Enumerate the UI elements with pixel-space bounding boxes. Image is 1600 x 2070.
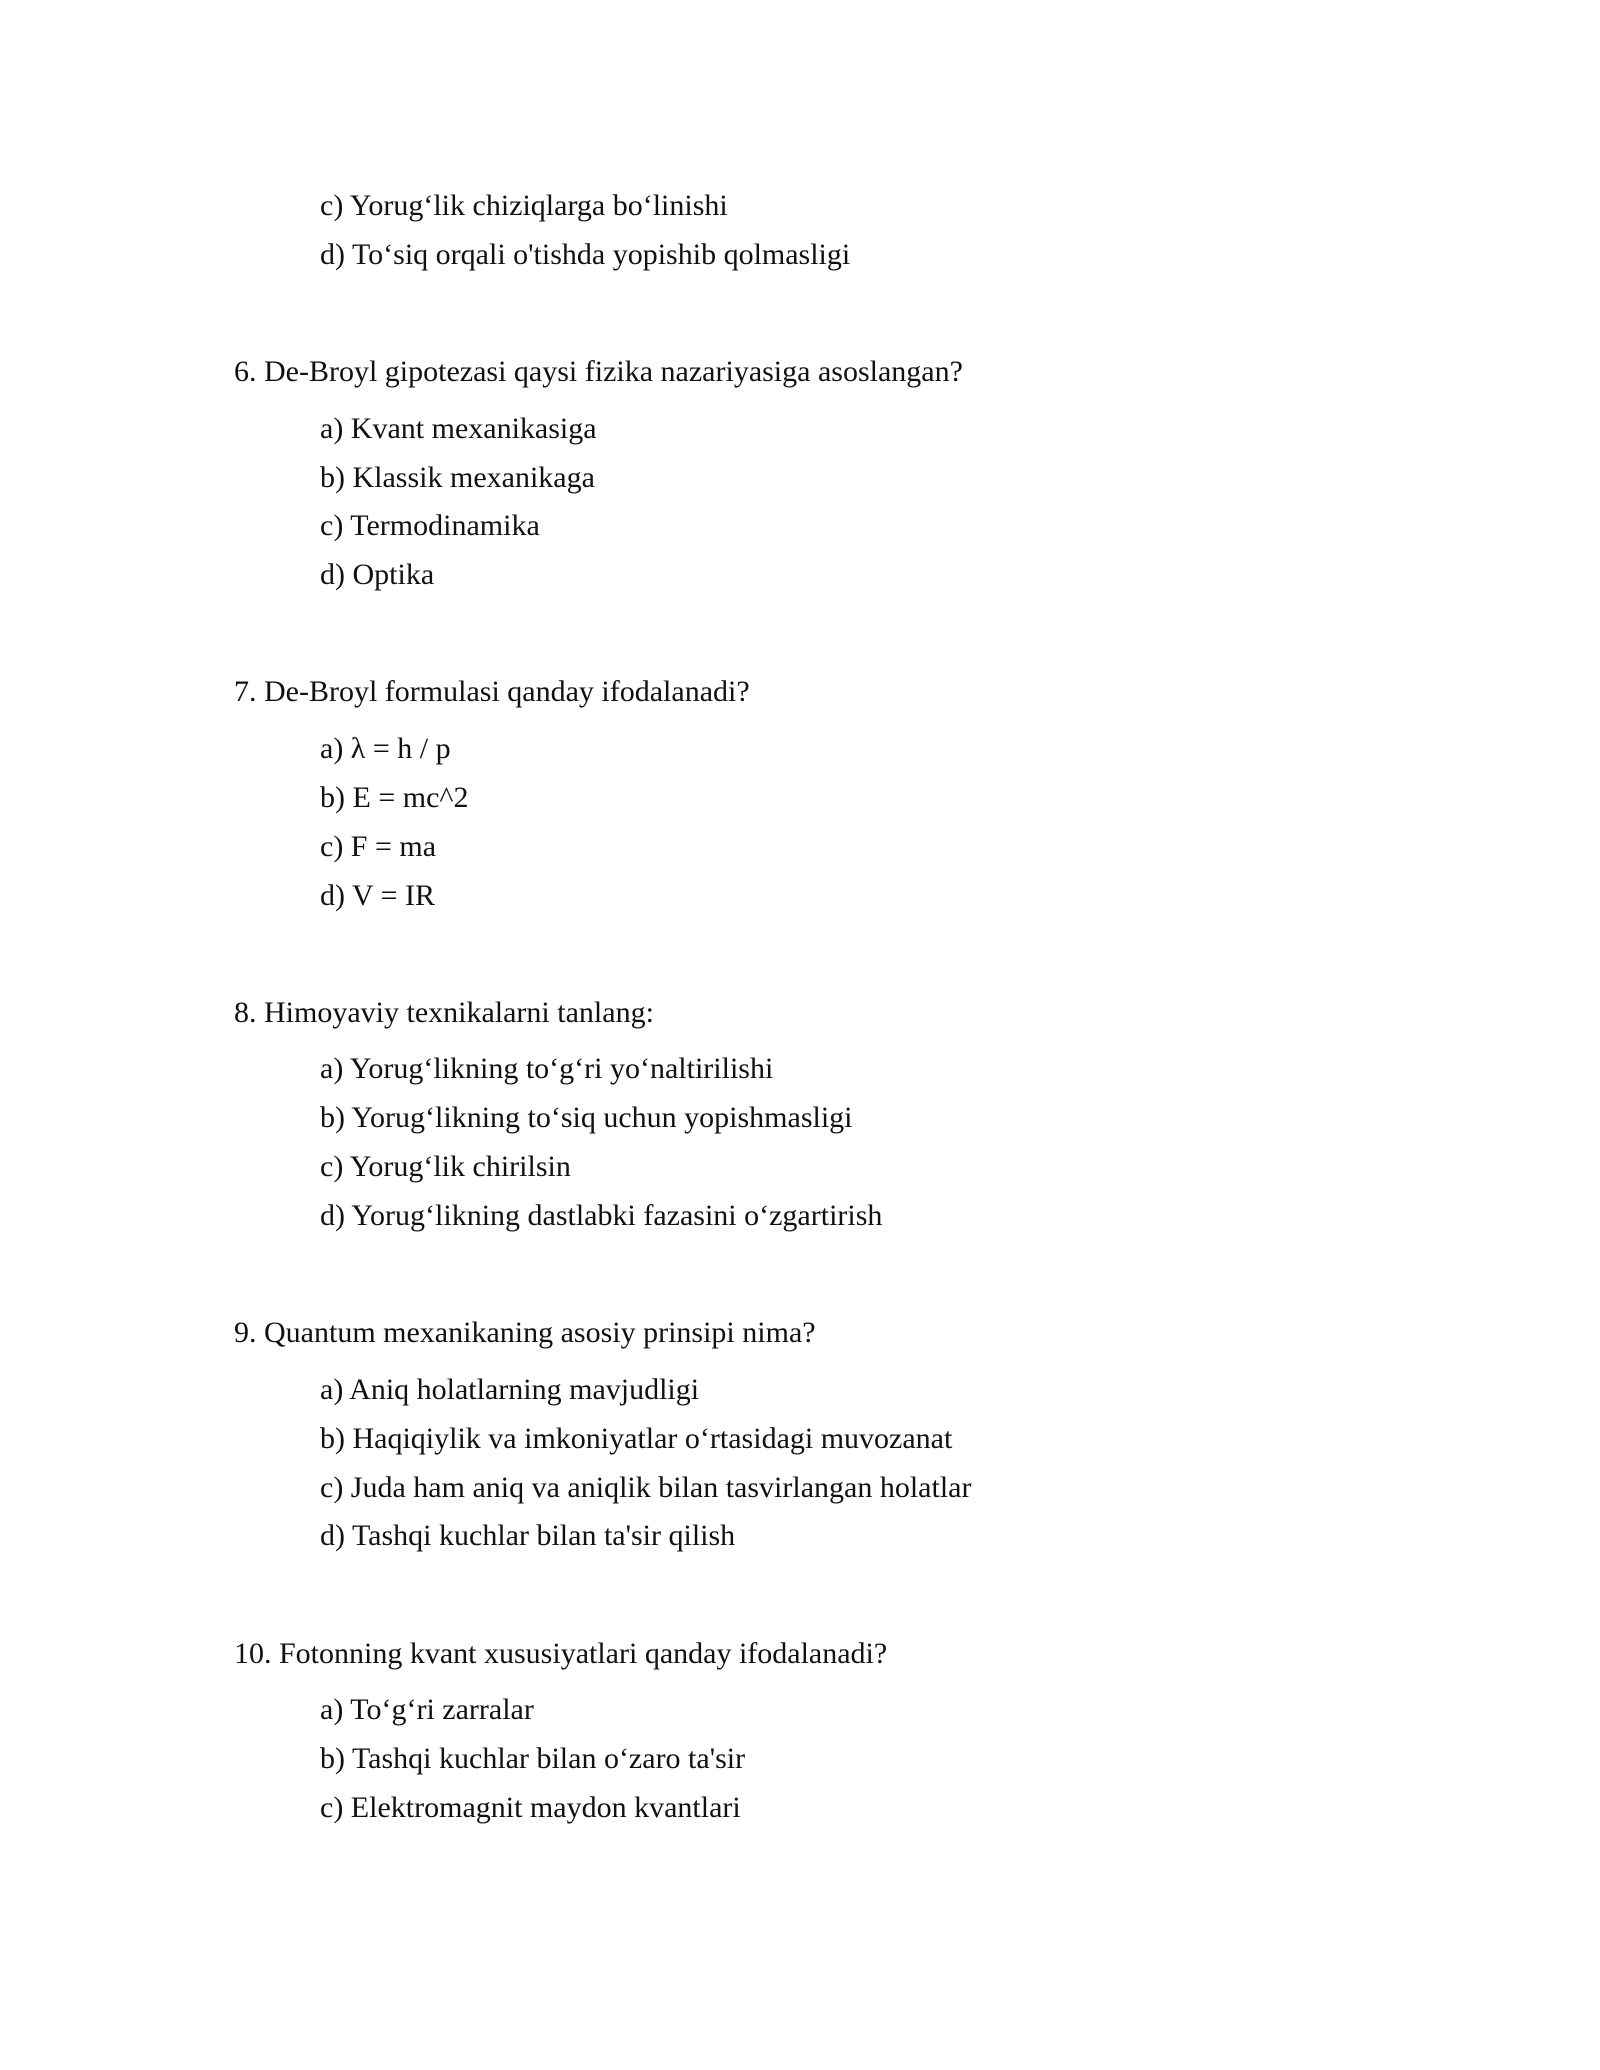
question-6-option-a: a) Kvant mexanikasiga bbox=[320, 412, 597, 445]
question-7-option-b: b) E = mc^2 bbox=[320, 781, 469, 814]
option-c: c) Yorug‘lik chiziqlarga bo‘linishi bbox=[320, 189, 728, 222]
question-8-text: 8. Himoyaviy texnikalarni tanlang: bbox=[234, 996, 654, 1029]
question-7-option-c: c) F = ma bbox=[320, 830, 437, 863]
question-8-option-c: c) Yorug‘lik chirilsin bbox=[320, 1150, 571, 1183]
question-7-option-d: d) V = IR bbox=[320, 879, 435, 912]
question-6-option-b: b) Klassik mexanikaga bbox=[320, 461, 595, 494]
question-9-option-c: c) Juda ham aniq va aniqlik bilan tasvirlangan holatlar bbox=[320, 1471, 972, 1504]
question-9-option-b: b) Haqiqiylik va imkoniyatlar o‘rtasidagi muvozanat bbox=[320, 1422, 953, 1455]
question-8-option-a: a) Yorug‘likning to‘g‘ri yo‘naltirilishi bbox=[320, 1052, 774, 1085]
question-9-option-d: d) Tashqi kuchlar bilan ta'sir qilish bbox=[320, 1519, 736, 1552]
question-6-option-c: c) Termodinamika bbox=[320, 509, 540, 542]
question-9-text: 9. Quantum mexanikaning asosiy prinsipi nima? bbox=[234, 1316, 816, 1349]
question-7-text: 7. De-Broyl formulasi qanday ifodalanadi? bbox=[234, 675, 750, 708]
question-10-option-c: c) Elektromagnit maydon kvantlari bbox=[320, 1791, 741, 1824]
question-7-option-a: a) λ = h / p bbox=[320, 732, 451, 765]
question-10-text: 10. Fotonning kvant xususiyatlari qanday ifodalanadi? bbox=[234, 1637, 888, 1670]
question-6-option-d: d) Optika bbox=[320, 558, 435, 591]
question-6-text: 6. De-Broyl gipotezasi qaysi fizika nazariyasiga asoslangan? bbox=[234, 355, 963, 388]
question-8-option-d: d) Yorug‘likning dastlabki fazasini o‘zgartirish bbox=[320, 1199, 883, 1232]
question-9-option-a: a) Aniq holatlarning mavjudligi bbox=[320, 1373, 700, 1406]
question-10-option-a: a) To‘g‘ri zarralar bbox=[320, 1693, 534, 1726]
question-8-option-b: b) Yorug‘likning to‘siq uchun yopishmasligi bbox=[320, 1101, 853, 1134]
question-10-option-b: b) Tashqi kuchlar bilan o‘zaro ta'sir bbox=[320, 1742, 746, 1775]
option-d: d) To‘siq orqali o'tishda yopishib qolmasligi bbox=[320, 238, 851, 271]
